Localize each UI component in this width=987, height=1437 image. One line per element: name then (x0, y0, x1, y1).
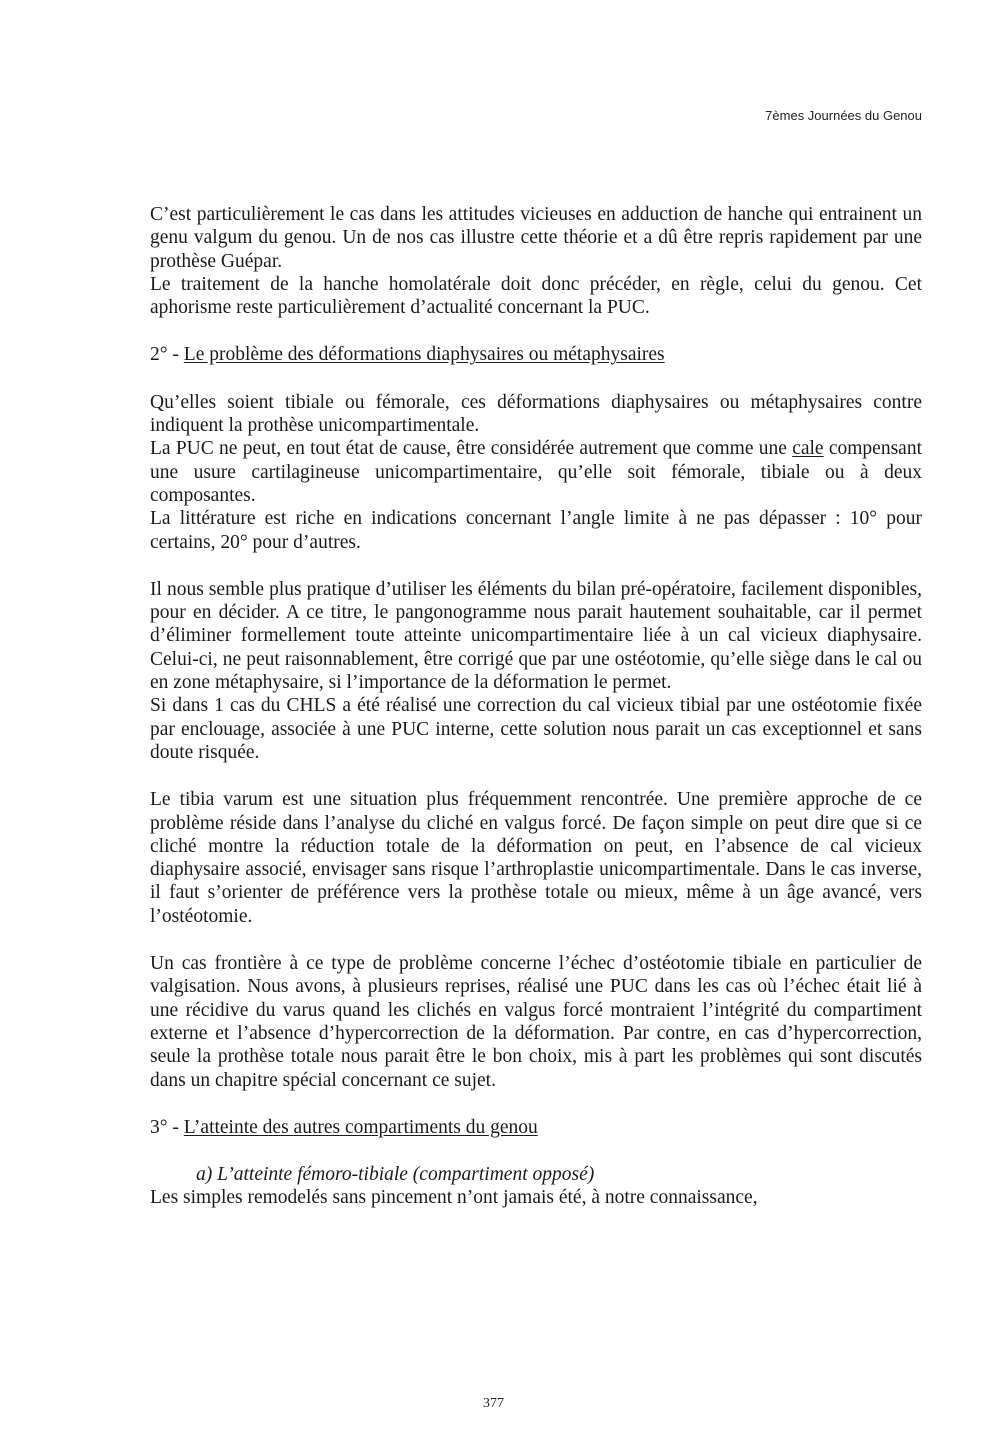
paragraph: Si dans 1 cas du CHLS a été réalisé une correction du cal vicieux tibial par une ostéotomie fixée par enclouage, associée à une PUC interne, cette solution nous parait un cas exceptionnel et sans doute risquée. (150, 695, 922, 763)
paragraph: C’est particulièrement le cas dans les attitudes vicieuses en adduction de hanche qui entrainent un genu valgum du genou. Un de nos cas illustre cette théorie et a dû être repris rapidement par une prothèse Guépar. (150, 204, 922, 272)
section-heading-3 (150, 1116, 922, 1139)
underlined-word: cale (792, 438, 824, 460)
paragraph: Il nous semble plus pratique d’utiliser les éléments du bilan pré-opératoire, facilement disponibles, pour en décider. A ce titre, le pangonogramme nous parait hautement souhaitable, car il permet d’éliminer formellement toute atteinte unicompartimentaire liée à un cal vicieux diaphysaire. Celui-ci, ne peut raisonnablement, être corrigé que par une ostéotomie, qu’elle siège dans le cal ou en zone métaphysaire, si l’importance de la déformation le permet. (150, 578, 922, 694)
paragraph: La PUC ne peut, en tout état de cause, être considérée autrement que comme une cale compensant une usure cartilagineuse unicompartimentaire, qu’elle soit fémorale, tibiale ou à deux composantes. (150, 438, 922, 506)
section-title: Le problème des déformations diaphysaires ou métaphysaires (183, 344, 665, 366)
paragraph: Le traitement de la hanche homolatérale doit donc précéder, en règle, celui du genou. Cet aphorisme reste particulièrement d’actualité concernant la PUC. (150, 273, 922, 319)
paragraph: Qu’elles soient tibiale ou fémorale, ces déformations diaphysaires ou métaphysaires contre indiquent la prothèse unicompartimentale. (150, 391, 922, 437)
paragraph: Un cas frontière à ce type de problème concerne l’échec d’ostéotomie tibiale en particulier de valgisation. Nous avons, à plusieurs reprises, réalisé une PUC dans les cas où l’échec était lié à une récidive du varus quand les clichés en valgus forcé montraient l’intégrité du compartiment externe et l’absence d’hypercorrection de la déformation. Par contre, en cas d’hypercorrection, seule la prothèse totale nous parait être le bon choix, mis à part les problèmes qui sont discutés dans un chapitre spécial concernant ce sujet. (150, 953, 922, 1091)
running-header: 7èmes Journées du Genou (765, 108, 922, 123)
section-title: L’atteinte des autres compartiments du genou (183, 1116, 538, 1138)
paragraph: Le tibia varum est une situation plus fréquemment rencontrée. Une première approche de ce problème réside dans l’analyse du cliché en valgus forcé. De façon simple on peut dire que si ce cliché montre la réduction totale de la déformation on peut, en l’absence de cal vicieux diaphysaire associé, envisager sans risque l’arthroplastie unicompartimentale. Dans le cas inverse, il faut s’orienter de préférence vers la prothèse totale ou mieux, même à un âge avancé, vers l’ostéotomie. (150, 789, 922, 927)
subsection-heading: a) L’atteinte fémoro-tibiale (compartiment opposé) (196, 1164, 595, 1186)
paragraph: La littérature est riche en indications concernant l’angle limite à ne pas dépasser : 10° pour certains, 20° pour d’autres. (150, 508, 922, 553)
section-number: 3° - (150, 1116, 184, 1138)
paragraph: Les simples remodelés sans pincement n’ont jamais été, à notre connaissance, (150, 1187, 758, 1209)
section-number: 2° - (150, 344, 184, 366)
page-number: 377 (483, 1396, 504, 1411)
section-heading-2 (150, 343, 922, 366)
page-body (150, 203, 922, 1210)
